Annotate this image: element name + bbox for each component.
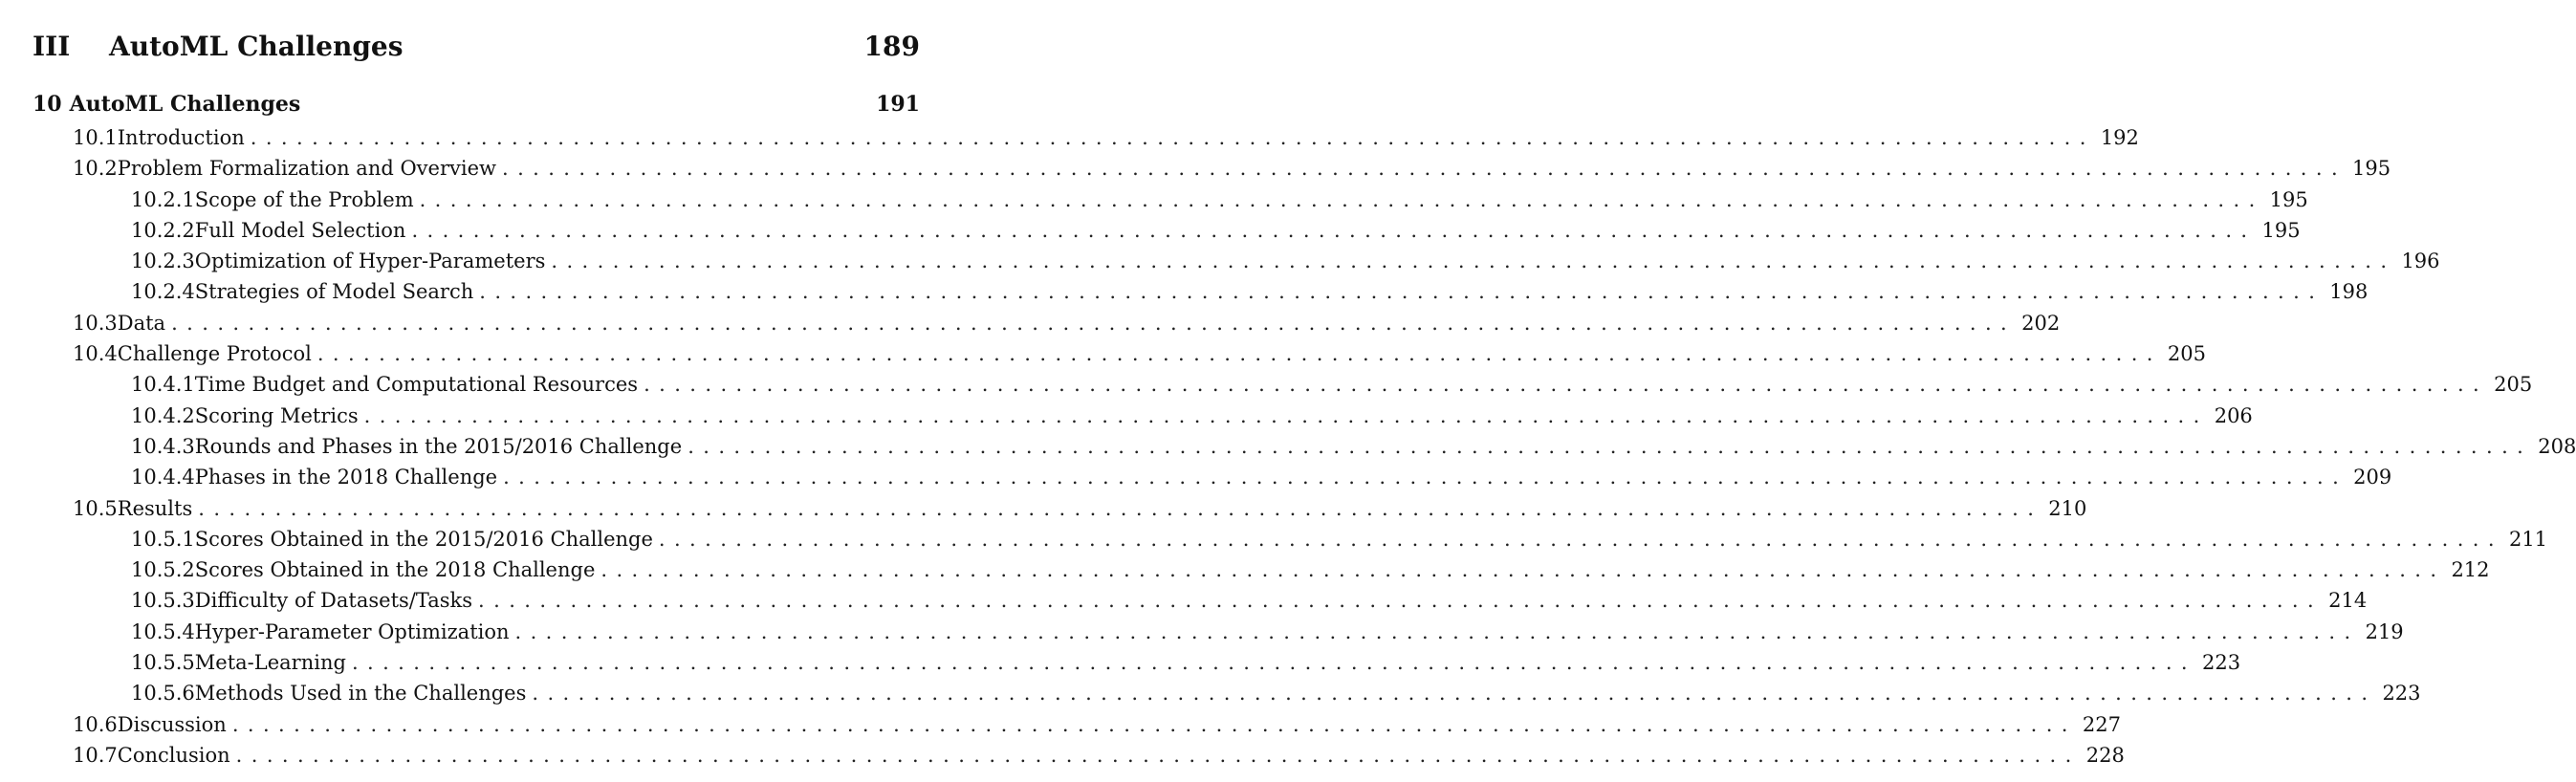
toc-entries (33, 122, 2576, 771)
entry-number: 10.4.4 (131, 466, 195, 489)
entry-number: 10.4.3 (131, 434, 195, 458)
entry-number: 10.4 (73, 342, 118, 366)
dot-leader: ........................................................................................................................ (411, 218, 2257, 242)
entry-title: Methods Used in the Challenges (194, 682, 527, 706)
entry-number: 10.2.2 (131, 218, 195, 242)
toc-subsection-entry[interactable] (33, 585, 2368, 616)
entry-page-number: 212 (2451, 558, 2490, 582)
entry-page-number: 210 (2048, 496, 2087, 520)
chapter-heading (33, 92, 920, 122)
entry-title: Difficulty of Datasets/Tasks (194, 589, 473, 613)
dot-leader: ........................................................................................................................ (502, 157, 2347, 181)
entry-number: 10.5.5 (131, 651, 195, 675)
dot-leader: ........................................................................................................................ (688, 434, 2533, 458)
entry-page-number: 195 (2352, 157, 2391, 181)
entry-title: Challenge Protocol (117, 342, 312, 366)
dot-leader: ........................................................................................................................ (231, 712, 2077, 736)
entry-number: 10.4.2 (131, 403, 195, 427)
entry-page-number: 223 (2382, 682, 2421, 706)
entry-number: 10.1 (73, 126, 118, 149)
dot-leader: ........................................................................................................................ (317, 342, 2162, 366)
entry-title: Optimization of Hyper-Parameters (194, 250, 546, 273)
entry-title: Results (117, 496, 193, 520)
entry-number: 10.5.4 (131, 619, 195, 643)
entry-page-number: 205 (2167, 342, 2206, 366)
entry-title: Scores Obtained in the 2018 Challenge (194, 558, 596, 582)
entry-title: Meta-Learning (194, 651, 346, 675)
chapter-page-number: 191 (876, 92, 920, 117)
entry-number: 10.6 (73, 712, 118, 736)
entry-page-number: 209 (2353, 466, 2392, 489)
toc-subsection-entry[interactable] (33, 678, 2421, 708)
entry-title: Discussion (117, 712, 227, 736)
entry-page-number: 196 (2401, 250, 2440, 273)
toc-section-entry[interactable] (33, 338, 2206, 369)
entry-page-number: 214 (2328, 589, 2368, 613)
toc-section-entry[interactable] (33, 709, 2121, 740)
entry-number: 10.5.2 (131, 558, 195, 582)
entry-number: 10.2.4 (131, 280, 195, 304)
toc-subsection-entry[interactable] (33, 401, 2253, 431)
dot-leader: ........................................................................................................................ (250, 126, 2095, 149)
entry-title: Scope of the Problem (194, 187, 414, 211)
entry-title: Rounds and Phases in the 2015/2016 Challenge (194, 434, 683, 458)
entry-number: 10.4.1 (131, 373, 195, 397)
toc-subsection-entry[interactable] (33, 431, 2576, 462)
entry-title: Introduction (117, 126, 245, 149)
entry-number: 10.3 (73, 311, 118, 335)
entry-number: 10.5.6 (131, 682, 195, 706)
entry-title: Hyper-Parameter Optimization (194, 619, 510, 643)
dot-leader: ........................................................................................................................ (658, 527, 2503, 551)
entry-page-number: 205 (2494, 373, 2533, 397)
chapter-number: 10 (33, 92, 62, 117)
entry-page-number: 195 (2269, 187, 2308, 211)
entry-page-number: 228 (2085, 743, 2125, 767)
entry-title: Data (117, 311, 166, 335)
dot-leader: ........................................................................................................................ (363, 403, 2209, 427)
entry-number: 10.5.3 (131, 589, 195, 613)
entry-title: Problem Formalization and Overview (117, 157, 496, 181)
entry-title: Scores Obtained in the 2015/2016 Challenge (194, 527, 653, 551)
entry-page-number: 211 (2508, 527, 2548, 551)
dot-leader: ........................................................................................................................ (351, 651, 2196, 675)
entry-title: Time Budget and Computational Resources (194, 373, 639, 397)
toc-section-entry[interactable] (33, 122, 2139, 153)
entry-number: 10.5.1 (131, 527, 195, 551)
dot-leader: ........................................................................................................................ (503, 466, 2348, 489)
dot-leader: ........................................................................................................................ (419, 187, 2264, 211)
entry-page-number: 208 (2538, 434, 2576, 458)
table-of-contents (33, 92, 2576, 771)
dot-leader: ........................................................................................................................ (171, 311, 2017, 335)
entry-title: Scoring Metrics (194, 403, 359, 427)
toc-subsection-entry[interactable] (33, 462, 2392, 492)
entry-number: 10.2.3 (131, 250, 195, 273)
toc-section-entry[interactable] (33, 153, 2391, 184)
part-title: AutoML Challenges (109, 31, 404, 62)
toc-subsection-entry[interactable] (33, 554, 2490, 585)
toc-subsection-entry[interactable] (33, 647, 2241, 678)
entry-page-number: 206 (2214, 403, 2253, 427)
part-heading (33, 31, 920, 62)
dot-leader: ........................................................................................................................ (479, 280, 2325, 304)
part-page-number: 189 (863, 31, 920, 62)
toc-section-entry[interactable] (33, 493, 2087, 524)
entry-number: 10.2.1 (131, 187, 195, 211)
entry-page-number: 219 (2365, 619, 2404, 643)
dot-leader: ........................................................................................................................ (235, 743, 2081, 767)
entry-page-number: 198 (2329, 280, 2369, 304)
dot-leader: ........................................................................................................................ (478, 589, 2324, 613)
entry-title: Conclusion (117, 743, 230, 767)
dot-leader: ........................................................................................................................ (514, 619, 2360, 643)
chapter-title: AutoML Challenges (69, 92, 301, 117)
dot-leader: ........................................................................................................................ (532, 682, 2377, 706)
toc-section-entry[interactable] (33, 308, 2061, 338)
dot-leader: ........................................................................................................................ (600, 558, 2446, 582)
entry-page-number: 195 (2261, 218, 2301, 242)
toc-section-entry[interactable] (33, 740, 2125, 771)
entry-page-number: 202 (2021, 311, 2061, 335)
toc-subsection-entry[interactable] (33, 369, 2533, 400)
toc-subsection-entry[interactable] (33, 185, 2308, 215)
entry-page-number: 227 (2082, 712, 2121, 736)
dot-leader: ........................................................................................................................ (551, 250, 2396, 273)
toc-subsection-entry[interactable] (33, 276, 2369, 307)
toc-subsection-entry[interactable] (33, 617, 2404, 647)
entry-number: 10.7 (73, 743, 118, 767)
part-number: III (33, 31, 71, 62)
entry-title: Full Model Selection (194, 218, 406, 242)
dot-leader: ........................................................................................................................ (644, 373, 2489, 397)
entry-title: Strategies of Model Search (194, 280, 474, 304)
entry-number: 10.5 (73, 496, 118, 520)
entry-number: 10.2 (73, 157, 118, 181)
toc-subsection-entry[interactable] (33, 246, 2440, 276)
entry-page-number: 223 (2201, 651, 2241, 675)
toc-subsection-entry[interactable] (33, 215, 2301, 246)
entry-title: Phases in the 2018 Challenge (194, 466, 498, 489)
entry-page-number: 192 (2100, 126, 2139, 149)
toc-subsection-entry[interactable] (33, 524, 2548, 554)
dot-leader: ........................................................................................................................ (198, 496, 2043, 520)
